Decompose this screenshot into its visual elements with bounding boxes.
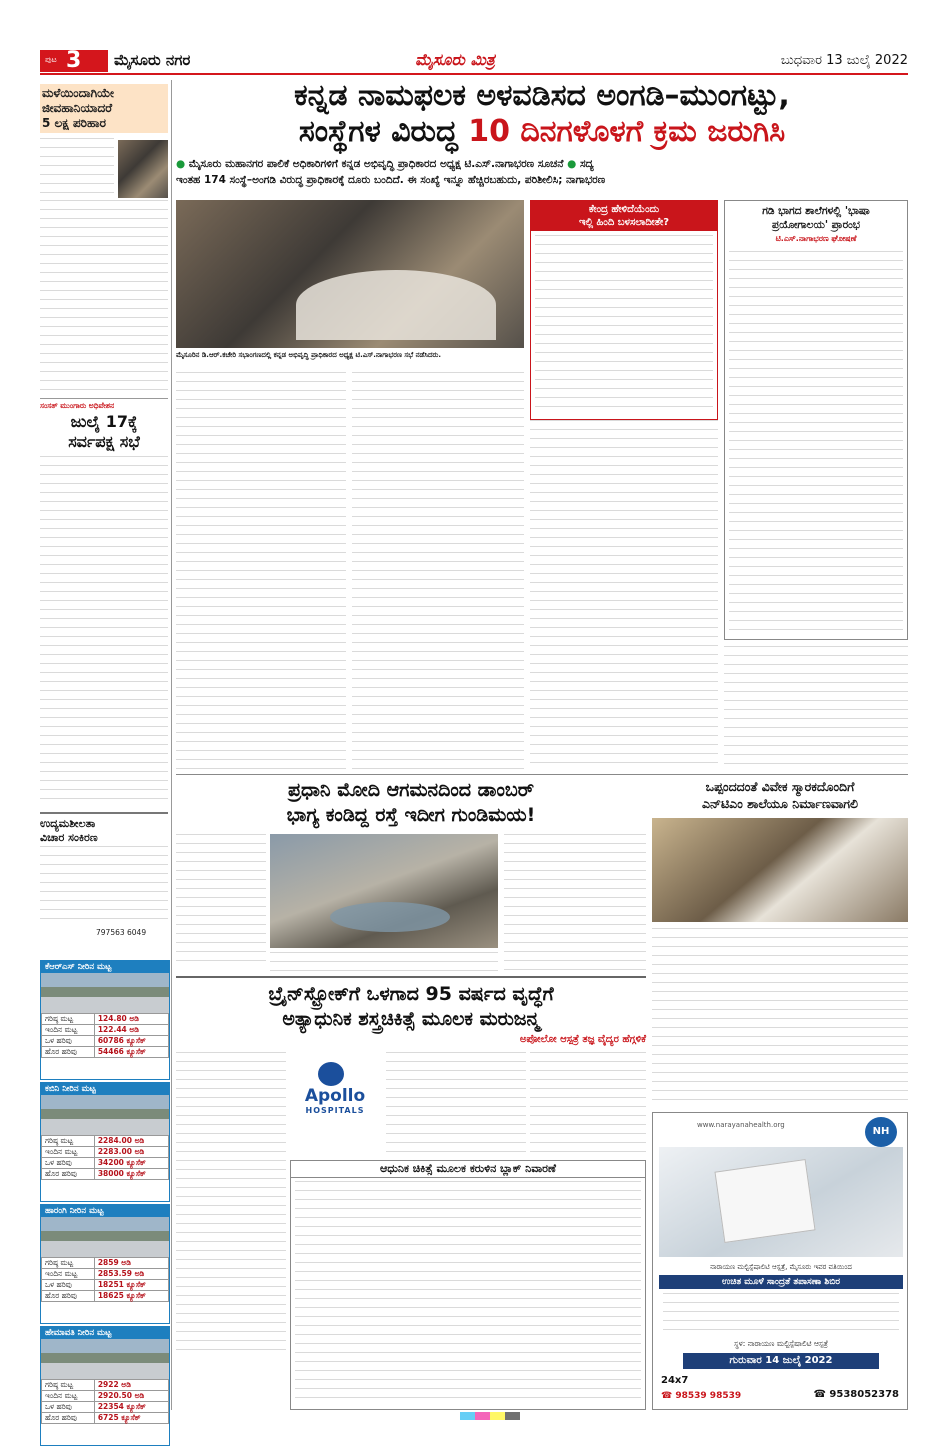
lead-headline — [176, 78, 908, 150]
rain-title-line: 5 ಲಕ್ಷ ಪರಿಹಾರ — [42, 116, 106, 130]
reservoir-table — [41, 1379, 169, 1424]
row-label: ಗರಿಷ್ಠ ಮಟ್ಟ — [42, 1014, 95, 1025]
lead-story-body — [176, 372, 346, 770]
lead-story-body — [530, 420, 718, 770]
ad-phone-number: 9538052378 — [829, 1389, 899, 1400]
row-label: ಇಂದಿನ ಮಟ್ಟ — [42, 1269, 95, 1280]
ad-image — [659, 1147, 903, 1257]
row-label: ಗರಿಷ್ಠ ಮಟ್ಟ — [42, 1136, 95, 1147]
bullet-icon: ● — [176, 158, 186, 170]
seminar-title-line: ಉದ್ಯಮಶೀಲತಾ — [40, 817, 96, 830]
deck-line: ಇಂತಹ 174 ಸಂಸ್ಥೆ–ಅಂಗಡಿ ವಿರುದ್ಧ ಪ್ರಾಧಿಕಾರಕ್ಕೆ ದೂರು ಬಂದಿದೆ. ಈ ಸಂಖ್ಯೆ ಇನ್ನೂ ಹೆಚ್ಚಿರಬಹುದು, ಪರಿಶೀಲಿಸಿ; ನಾಗಾಭರಣ — [176, 174, 606, 186]
session-title — [40, 412, 168, 452]
row-label: ಹೊರ ಹರಿವು — [42, 1047, 95, 1058]
row-value: 2283.00 ಅಡಿ — [94, 1147, 168, 1158]
ad-phone-2[interactable] — [813, 1389, 899, 1400]
apollo-name: Apollo — [304, 1086, 366, 1106]
right-story-body — [729, 251, 903, 633]
pothole-water — [330, 902, 450, 932]
row-label: ಇಂದಿನ ಮಟ್ಟ — [42, 1025, 95, 1036]
hindi-title-line: ಇಲ್ಲಿ ಹಿಂದಿ ಬಳಸಲಾದೀತೇ? — [578, 217, 670, 228]
dam-photo — [41, 1095, 169, 1135]
deck-line — [176, 156, 908, 172]
lead-story-body — [352, 372, 524, 770]
ad-emergency: 24x7 — [661, 1375, 689, 1386]
table-row — [42, 1269, 169, 1280]
table-row — [42, 1158, 169, 1169]
row-value: 18625 ಕ್ಯೂಸೆಕ್ — [94, 1291, 168, 1302]
row-value: 54466 ಕ್ಯೂಸೆಕ್ — [94, 1047, 168, 1058]
session-title-line: ಸರ್ವಪಕ್ಷ ಸಭೆ — [68, 432, 140, 451]
page-number-badge — [40, 50, 108, 72]
brain-headline-line: ಅತ್ಯಾಧುನಿಕ ಶಸ್ತ್ರಚಿಕಿತ್ಸೆ ಮೂಲಕ ಮರುಜನ್ಮ — [282, 1008, 540, 1030]
right-story — [724, 200, 908, 640]
back-story — [290, 1160, 646, 1410]
row-label: ಹೊರ ಹರಿವು — [42, 1291, 95, 1302]
masthead-rule — [40, 73, 908, 75]
section-rule — [176, 774, 908, 775]
reservoir-box — [40, 1082, 170, 1202]
row-label: ಇಂದಿನ ಮಟ್ಟ — [42, 1391, 95, 1402]
table-row — [42, 1014, 169, 1025]
row-value: 124.80 ಅಡಿ — [94, 1014, 168, 1025]
row-value: 122.44 ಅಡಿ — [94, 1025, 168, 1036]
reservoir-table — [41, 1135, 169, 1180]
section-name: ಮೈಸೂರು ನಗರ — [114, 51, 191, 69]
table-row — [42, 1025, 169, 1036]
table-row — [42, 1291, 169, 1302]
dam-photo — [41, 1339, 169, 1379]
back-story-headline: ಆಧುನಿಕ ಚಿಕಿತ್ಸೆ ಮೂಲಕ ಕರುಳಿನ ಬ್ಲಾಕ್ ನಿವಾರಣೆ — [291, 1161, 645, 1178]
table-row — [42, 1047, 169, 1058]
table-row — [42, 1147, 169, 1158]
row-value: 2859 ಅಡಿ — [94, 1258, 168, 1269]
table-shape — [296, 270, 496, 340]
row-value: 34200 ಕ್ಯೂಸೆಕ್ — [94, 1158, 168, 1169]
row-label: ಇಂದಿನ ಮಟ್ಟ — [42, 1147, 95, 1158]
row-label: ಹೊರ ಹರಿವು — [42, 1169, 95, 1180]
dam-photo — [41, 973, 169, 1013]
rain-story-body — [40, 200, 168, 395]
headline-part: ದಿನಗಳೊಳಗೆ ಕ್ರಮ ಜರುಗಿಸಿ — [520, 114, 786, 149]
seminar-title — [40, 812, 168, 845]
seminar-phone: 797563 6049 — [96, 928, 147, 937]
rain-title-line: ಮಳೆಯಿಂದಾಗಿಯೇ — [42, 86, 114, 100]
road-photo — [270, 834, 498, 948]
ad-org-line: ನಾರಾಯಣ ಮಲ್ಟಿಸ್ಪೆಷಾಲಿಟಿ ಆಸ್ಪತ್ರೆ, ಮೈಸೂರು ಇವರ ವತಿಯಿಂದ — [710, 1263, 852, 1271]
reservoir-title: ಕಬಿನಿ ನೀರಿನ ಮಟ್ಟ — [41, 1083, 169, 1095]
right-story-byline: ಟಿ.ಎಸ್.ನಾಗಾಭರಣ ಘೋಷಣೆ — [775, 234, 857, 243]
paper-name: ಮೈಸೂರು ಮಿತ್ರ — [415, 50, 495, 69]
hindi-box-body — [535, 235, 713, 415]
page-number: 3 — [66, 48, 82, 73]
photo-caption: ಮೈಸೂರಿನ ಡಿ.ಆರ್.ಕಚೇರಿ ಸಭಾಂಗಣದಲ್ಲಿ ಕನ್ನಡ ಅಭಿವೃದ್ಧಿ ಪ್ರಾಧಿಕಾರದ ಅಧ್ಯಕ್ಷ ಟಿ.ಎಸ್.ನಾಗಾಭರಣ ಸಭೆ ನಡೆಸಿದರು. — [176, 351, 442, 359]
modi-body — [504, 834, 646, 972]
masthead — [40, 48, 908, 74]
ad-phone-number: 98539 98539 — [675, 1391, 742, 1401]
reservoir-title: ಹಾರಂಗಿ ನೀರಿನ ಮಟ್ಟ — [41, 1205, 169, 1217]
row-value: 2922 ಅಡಿ — [94, 1380, 168, 1391]
reservoir-box — [40, 960, 170, 1080]
hindi-box-title — [531, 201, 717, 231]
rain-title-line: ಜೀವಹಾನಿಯಾದರೆ — [42, 101, 113, 115]
ad-camp-title: ಉಚಿತ ಮೂಳೆ ಸಾಂದ್ರತೆ ತಪಾಸಣಾ ಶಿಬಿರ — [659, 1275, 903, 1289]
hospital-ad — [652, 1112, 908, 1410]
right-story-title — [725, 201, 907, 232]
issue-date: ಬುಧವಾರ 13 ಜುಲೈ 2022 — [780, 53, 908, 68]
seminar-body — [40, 846, 168, 926]
row-value: 18251 ಕ್ಯೂಸೆಕ್ — [94, 1280, 168, 1291]
memorial-story — [652, 778, 908, 1108]
page-label: ಪುಟ — [45, 55, 57, 64]
memorial-headline-line: ಒಪ್ಪಂದದಂತೆ ವಿವೇಕ ಸ್ಮಾರಕದೊಂದಿಗೆ — [705, 779, 855, 794]
ad-website: www.narayanahealth.org — [697, 1121, 785, 1129]
brain-body — [176, 1052, 286, 1352]
brain-body — [386, 1052, 526, 1156]
memorial-headline-line: ಎನ್‌ಟಿಎಂ ಶಾಲೆಯೂ ನಿರ್ಮಾಣವಾಗಲಿ — [701, 796, 859, 811]
ad-details — [663, 1293, 899, 1333]
back-story-body — [295, 1181, 641, 1405]
row-label: ಒಳ ಹರಿವು — [42, 1280, 95, 1291]
xray-paper-icon — [714, 1159, 815, 1243]
left-column — [40, 80, 168, 1422]
rain-story-title — [40, 84, 168, 133]
dam-photo — [41, 1217, 169, 1257]
nh-logo: NH — [865, 1117, 897, 1147]
right-title-line: ಗಡಿ ಭಾಗದ ಶಾಲೆಗಳಲ್ಲಿ 'ಭಾಷಾ — [762, 205, 870, 217]
session-kicker: ಸಂಸತ್ ಮುಂಗಾರು ಅಧಿವೇಶನ — [40, 398, 168, 411]
reservoir-title: ಹೇಮಾವತಿ ನೀರಿನ ಮಟ್ಟ — [41, 1327, 169, 1339]
row-label: ಒಳ ಹರಿವು — [42, 1402, 95, 1413]
ad-date: ಗುರುವಾರ 14 ಜುಲೈ 2022 — [683, 1353, 879, 1369]
row-label: ಒಳ ಹರಿವು — [42, 1158, 95, 1169]
row-label: ಗರಿಷ್ಠ ಮಟ್ಟ — [42, 1258, 95, 1269]
phone-icon: ☎ — [661, 1391, 673, 1401]
table-row — [42, 1402, 169, 1413]
modi-body — [176, 834, 266, 964]
hindi-sidebar-box — [530, 200, 718, 420]
deck-text: ಮೈಸೂರು ಮಹಾನಗರ ಪಾಲಿಕೆ ಅಧಿಕಾರಿಗಳಿಗೆ ಕನ್ನಡ ಅಭಿವೃದ್ಧಿ ಪ್ರಾಧಿಕಾರದ ಅಧ್ಯಕ್ಷ ಟಿ.ಎಸ್.ನಾಗಾಭರಣ ಸೂಚನೆ — [188, 158, 564, 170]
column-rule — [171, 80, 172, 1410]
modi-body — [270, 952, 498, 972]
table-row — [42, 1280, 169, 1291]
hindi-title-line: ಕೇಂದ್ರ ಹೇಳಿದೆಯೆಂದು — [588, 204, 660, 215]
lead-headline-line — [176, 114, 908, 150]
modi-headline — [176, 778, 646, 828]
brain-headline — [176, 982, 646, 1032]
table-row — [42, 1258, 169, 1269]
reservoir-title: ಕೆಆರ್‌ಎಸ್ ನೀರಿನ ಮಟ್ಟ — [41, 961, 169, 973]
modi-headline-line: ಪ್ರಧಾನಿ ಮೋದಿ ಆಗಮನದಿಂದ ಡಾಂಬರ್ — [288, 779, 534, 801]
row-value: 2853.59 ಅಡಿ — [94, 1269, 168, 1280]
apollo-emblem-icon — [318, 1062, 344, 1086]
session-story-body — [40, 456, 168, 806]
row-label: ಹೊರ ಹರಿವು — [42, 1413, 95, 1424]
rain-story-body — [40, 138, 114, 200]
right-title-line: ಪ್ರಯೋಗಾಲಯ' ಪ್ರಾರಂಭ — [772, 219, 860, 231]
brain-body — [530, 1052, 646, 1156]
row-label: ಗರಿಷ್ಠ ಮಟ್ಟ — [42, 1380, 95, 1391]
press-meet-photo — [652, 818, 908, 922]
row-value: 60786 ಕ್ಯೂಸೆಕ್ — [94, 1036, 168, 1047]
lead-deck — [176, 156, 908, 188]
apollo-logo — [290, 1062, 380, 1122]
bullet-icon: ● — [567, 158, 577, 170]
table-row — [42, 1036, 169, 1047]
deck-text: ಸದ್ಯ — [579, 158, 594, 170]
registration-mark — [460, 1412, 520, 1420]
meeting-photo — [176, 200, 524, 348]
row-value: 6725 ಕ್ಯೂಸೆಕ್ — [94, 1413, 168, 1424]
brain-headline-line: ಬ್ರೈನ್‌ಸ್ಟ್ರೋಕ್‌ಗೆ ಒಳಗಾದ 95 ವರ್ಷದ ವೃದ್ಧೆಗೆ — [268, 983, 554, 1005]
row-label: ಒಳ ಹರಿವು — [42, 1036, 95, 1047]
ad-phone-1[interactable] — [661, 1391, 741, 1401]
reservoir-box — [40, 1204, 170, 1324]
reservoir-table — [41, 1257, 169, 1302]
row-value: 38000 ಕ್ಯೂಸೆಕ್ — [94, 1169, 168, 1180]
table-row — [42, 1413, 169, 1424]
reservoir-table — [41, 1013, 169, 1058]
reservoir-box — [40, 1326, 170, 1446]
table-row — [42, 1169, 169, 1180]
lead-headline-line: ಕನ್ನಡ ನಾಮಫಲಕ ಅಳವಡಿಸದ ಅಂಗಡಿ–ಮುಂಗಟ್ಟು, — [294, 78, 790, 113]
table-row — [42, 1391, 169, 1402]
brain-story-frame — [176, 976, 646, 978]
row-value: 2284.00 ಅಡಿ — [94, 1136, 168, 1147]
table-row — [42, 1136, 169, 1147]
table-row — [42, 1380, 169, 1391]
minister-photo — [118, 140, 168, 198]
brain-subhead: ಅಪೋಲೋ ಆಸ್ಪತ್ರೆ ತಜ್ಞ ವೈದ್ಯರ ಹೆಗ್ಗಳಿಕೆ — [519, 1034, 646, 1045]
memorial-headline — [652, 778, 908, 812]
apollo-hospitals: HOSPITALS — [305, 1106, 365, 1115]
modi-headline-line: ಭಾಗ್ಯ ಕಂಡಿದ್ದ ರಸ್ತೆ ಇದೀಗ ಗುಂಡಿಮಯ! — [286, 804, 536, 826]
ad-venue: ಸ್ಥಳ: ನಾರಾಯಣ ಮಲ್ಟಿಸ್ಪೆಷಾಲಿಟಿ ಆಸ್ಪತ್ರೆ — [733, 1339, 829, 1348]
row-value: 2920.50 ಅಡಿ — [94, 1391, 168, 1402]
headline-number: 10 — [468, 114, 510, 149]
headline-part: ಸಂಸ್ಥೆಗಳ ವಿರುದ್ಧ — [298, 114, 458, 149]
lead-story-body — [724, 646, 908, 766]
session-title-line: ಜುಲೈ 17ಕ್ಕೆ — [70, 412, 138, 431]
phone-icon: ☎ — [813, 1389, 826, 1400]
seminar-title-line: ವಿಚಾರ ಸಂಕಿರಣ — [40, 831, 98, 844]
row-value: 22354 ಕ್ಯೂಸೆಕ್ — [94, 1402, 168, 1413]
memorial-body — [652, 928, 908, 1106]
